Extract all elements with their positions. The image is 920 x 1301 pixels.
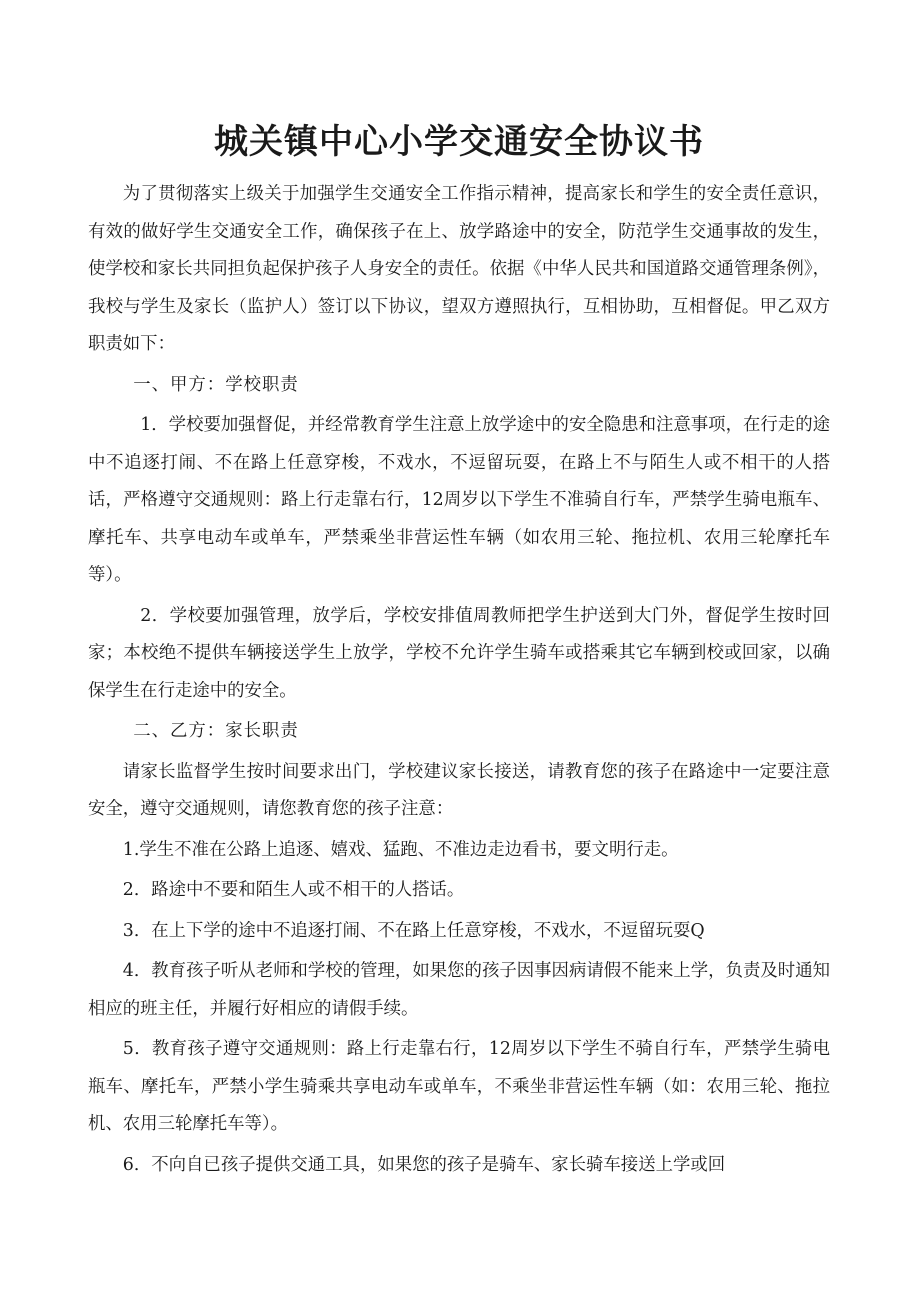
section-b-item: 6．不向自已孩子提供交通工具，如果您的孩子是骑车、家长骑车接送上学或回 <box>122 1154 726 1175</box>
section-b-item: 1.学生不准在公路上追逐、嬉戏、猛跑、不准边走边看书，要文明行走。 <box>122 839 679 860</box>
document-body <box>88 176 830 1187</box>
section-b-item: 2．路途中不要和陌生人或不相干的人搭话。 <box>122 880 465 900</box>
section-a-heading: 一、甲方：学校职责 <box>133 374 299 395</box>
section-b-item: 3．在上下学的途中不追逐打闹、不在路上任意穿梭，不戏水，不逗留玩耍Q <box>122 920 705 941</box>
section-a-item: 1．学校要加强督促，并经常教育学生注意上放学途中的安全隐患和注意事项，在行走的途中不追逐打闹、不在路上任意穿梭，不戏水，不逗留玩耍，在路上不与陌生人或不相干的人搭话，严格遵守交通规则：路上行走靠右行，12周岁以下学生不准骑自行车，严禁学生骑电瓶车、摩托车、共享电动车或单车，严禁乘坐非营运性车辆（如农用三轮、拖拉机、农用三轮摩托车等）。 <box>88 415 830 585</box>
intro-paragraph: 为了贯彻落实上级关于加强学生交通安全工作指示精神，提高家长和学生的安全责任意识，有效的做好学生交通安全工作，确保孩子在上、放学路途中的安全，防范学生交通事故的发生，使学校和家长共同担负起保护孩子人身安全的责任。依据《中华人民共和国道路交通管理条例》，我校与学生及家长（监护人）签订以下协议，望双方遵照执行，互相协助，互相督促。甲乙双方职责如下： <box>88 184 830 354</box>
document-title: 城关镇中心小学交通安全协议书 <box>214 122 704 162</box>
section-b-intro: 请家长监督学生按时间要求出门，学校建议家长接送，请教育您的孩子在路途中一定要注意安全，遵守交通规则，请您教育您的孩子注意： <box>88 761 830 819</box>
section-a-item: 2．学校要加强管理，放学后，学校安排值周教师把学生护送到大门外，督促学生按时回家；本校绝不提供车辆接送学生上放学，学校不允许学生骑车或搭乘其它车辆到校或回家，以确保学生在行走途中的安全。 <box>88 605 830 701</box>
section-b-heading: 二、乙方：家长职责 <box>133 721 299 741</box>
section-b-item: 5．教育孩子遵守交通规则：路上行走靠右行，12周岁以下学生不骑自行车，严禁学生骑电瓶车、摩托车，严禁小学生骑乘共享电动车或单车，不乘坐非营运性车辆（如：农用三轮、拖拉机、农用三轮摩托车等）。 <box>88 1039 830 1134</box>
section-b-item: 4．教育孩子听从老师和学校的管理，如果您的孩子因事因病请假不能来上学，负责及时通知相应的班主任，并履行好相应的请假手续。 <box>88 961 830 1019</box>
